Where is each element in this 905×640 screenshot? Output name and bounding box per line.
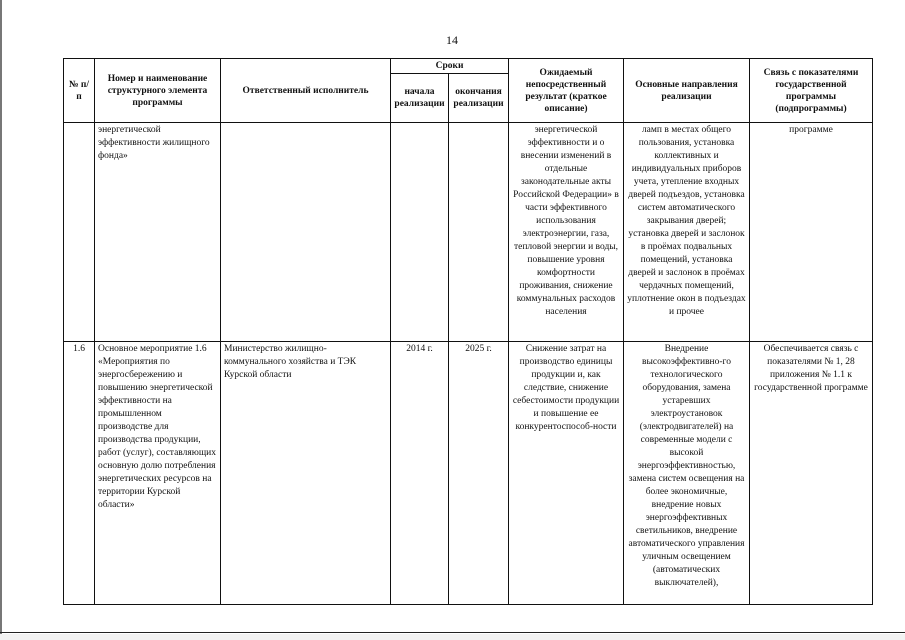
cell-num [64,123,95,342]
header-num: № п/п [64,59,95,123]
cell-directions: Внедрение высокоэффективно-го технологического оборудования, замена устаревших электроустановок (электродвигателей) на современные модели с высокой энергоэффективностью, замена систем освещения на более экономичные, внедрение новых энергоэффективных светильников, внедрение автоматического управления уличным освещением (автоматических выключателей), [624,342,750,605]
cell-end [449,123,509,342]
cell-executor: Министерство жилищно-коммунального хозяйства и ТЭК Курской области [221,342,391,605]
cell-link: Обеспечивается связь с показателями № 1, 28 приложения № 1.1 к государственной программе [750,342,873,605]
header-executor: Ответственный исполнитель [221,59,391,123]
cell-result: Снижение затрат на производство единицы продукции и, как следствие, снижение себестоимости продукции и повышение ее конкурентоспособ-ности [509,342,624,605]
page-number: 14 [446,33,458,47]
header-directions: Основные направления реализации [624,59,750,123]
cell-end: 2025 г. [449,342,509,605]
cell-start [391,123,449,342]
scan-edge [0,0,2,640]
header-end: окончания реализации [449,74,509,123]
scan-bottom-line [0,632,905,633]
header-result: Ожидаемый непосредственный результат (краткое описание) [509,59,624,123]
header-terms: Сроки [391,59,509,74]
cell-name: энергетической эффективности жилищного фонда» [95,123,221,342]
cell-directions: ламп в местах общего пользования, установка коллективных и индивидуальных приборов учета, утепление входных дверей подъездов, установка систем автоматического закрывания дверей; установка дверей и заслонок в проёмах подвальных помещений, установка дверей и заслонок в проёмах чердачных помещений, уплотнение окон в подъездах и прочее [624,123,750,342]
cell-result: энергетической эффективности и о внесении изменений в отдельные законодательные акты Российской Федерации» в части эффективного использования электроэнергии, газа, тепловой энергии и воды, повышение уровня комфортности проживания, снижение коммунальных расходов населения [509,123,624,342]
cell-name: Основное мероприятие 1.6 «Мероприятия по энергосбережению и повышению энергетической эффективности на промышленном производстве для производства продукции, работ (услуг), составляющих основную долю потребления энергетических ресурсов на территории Курской области» [95,342,221,605]
header-link: Связь с показателями государственной программы (подпрограммы) [750,59,873,123]
scan-bottom-strip [0,634,905,640]
cell-executor [221,123,391,342]
cell-num: 1.6 [64,342,95,605]
header-row-1 [64,59,873,74]
cell-start: 2014 г. [391,342,449,605]
header-name: Номер и наименование структурного элемента программы [95,59,221,123]
table-row [64,342,873,605]
table-row [64,123,873,342]
cell-link: программе [750,123,873,342]
program-table [63,58,873,605]
header-start: начала реализации [391,74,449,123]
